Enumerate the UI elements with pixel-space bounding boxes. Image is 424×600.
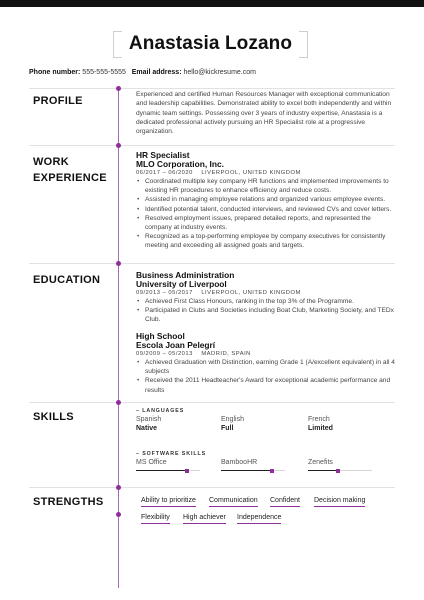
candidate-name: Anastasia Lozano bbox=[128, 33, 293, 54]
language-level: Limited bbox=[308, 425, 333, 432]
timeline-dot bbox=[116, 485, 121, 490]
divider-work bbox=[29, 145, 395, 146]
edu-degree: Business Administration bbox=[136, 270, 235, 280]
edu-bullets bbox=[136, 358, 398, 395]
software-name: Zenefits bbox=[308, 459, 333, 466]
edu-school: Escola Joan Pelegrí bbox=[136, 340, 216, 350]
strength-tag: Flexibility bbox=[141, 514, 170, 524]
edu-meta bbox=[136, 351, 251, 357]
skill-level-marker bbox=[270, 469, 274, 473]
languages-heading: – LANGUAGES bbox=[136, 408, 185, 414]
email-label: Email address: bbox=[131, 69, 182, 76]
job-location: LIVERPOOL, UNITED KINGDOM bbox=[201, 170, 301, 176]
strength-tag: Communication bbox=[209, 497, 258, 507]
software-heading: – SOFTWARE SKILLS bbox=[136, 451, 207, 457]
list-item: • Assisted in managing employee relations and organized various employee events. bbox=[136, 195, 398, 204]
edu-meta bbox=[136, 290, 301, 296]
profile-title: PROFILE bbox=[33, 95, 83, 107]
list-item: • Achieved Graduation with Distinction, earning Grade 1 (A/excellent equivalent) in all 4 subjects bbox=[136, 358, 398, 376]
language-level: Native bbox=[136, 425, 158, 432]
divider-profile bbox=[29, 88, 395, 89]
language-name: Spanish bbox=[136, 416, 162, 423]
edu-dates: 09/2013 – 05/2017 bbox=[136, 290, 193, 296]
list-item: • Resolved employment issues, prepared detailed reports, and represented the company at industry events. bbox=[136, 214, 398, 232]
strengths-title: STRENGTHS bbox=[33, 496, 104, 508]
software-name: MS Office bbox=[136, 459, 167, 466]
job-bullets bbox=[136, 177, 398, 251]
timeline-dot bbox=[116, 512, 121, 517]
education-title: EDUCATION bbox=[33, 274, 101, 286]
list-item: • Received the 2011 Headteacher's Award for exceptional academic performance and results bbox=[136, 376, 398, 394]
list-item: • Achieved First Class Honours, ranking in the top 3% of the Programme. bbox=[136, 297, 398, 306]
contact-line bbox=[29, 69, 256, 76]
strength-tag: Ability to prioritize bbox=[141, 497, 196, 507]
list-item: • Participated in Clubs and Societies including Boat Club, Marketing Society, and TEDx Club. bbox=[136, 306, 398, 324]
name-frame bbox=[113, 31, 308, 58]
divider-strengths bbox=[29, 487, 395, 488]
skill-level-marker bbox=[185, 469, 189, 473]
list-item: • Coordinated multiple key company HR functions and implemented improvements to existing HR procedures to enhance efficiency and reduce costs. bbox=[136, 177, 398, 195]
skill-fill bbox=[221, 470, 271, 471]
strength-tag: Decision making bbox=[314, 497, 365, 507]
edu-dates: 09/2009 – 05/2013 bbox=[136, 351, 193, 357]
top-bar bbox=[0, 0, 424, 7]
list-item: • Identified potential talent, conducted interviews, and reviewed CVs and cover letters. bbox=[136, 205, 398, 214]
language-name: English bbox=[221, 416, 244, 423]
language-level: Full bbox=[221, 425, 234, 432]
strength-tag: Independence bbox=[237, 514, 281, 524]
profile-text: Experienced and certified Human Resources Manager with exceptional communication and leadership capabilities. Demonstrated ability to excel both independently and within dynamic team settings. Possessing over 3 years of industry expertise, Anastasia is a dedicated professional actively pursuing an HR Specialist role at a progressive organization. bbox=[136, 91, 392, 136]
email-address: hello@kickresume.com bbox=[183, 69, 256, 76]
edu-school: University of Liverpool bbox=[136, 279, 227, 289]
edu-location: MADRID, SPAIN bbox=[201, 351, 251, 357]
work-title-line1: WORK bbox=[33, 156, 70, 168]
skill-level-marker bbox=[336, 469, 340, 473]
timeline-dot bbox=[116, 143, 121, 148]
divider-education bbox=[29, 263, 395, 264]
phone-label: Phone number: bbox=[29, 69, 81, 76]
phone-number: 555-555-5555 bbox=[82, 69, 126, 76]
edu-bullets bbox=[136, 297, 398, 325]
divider-skills bbox=[29, 402, 395, 403]
strength-tag: High achiever bbox=[183, 514, 226, 524]
work-title-line2: EXPERIENCE bbox=[33, 172, 107, 184]
skills-title: SKILLS bbox=[33, 411, 74, 423]
skill-fill bbox=[308, 470, 337, 471]
timeline-dot bbox=[116, 86, 121, 91]
job-company: MLO Corporation, Inc. bbox=[136, 159, 224, 169]
edu-location: LIVERPOOL, UNITED KINGDOM bbox=[201, 290, 301, 296]
job-role: HR Specialist bbox=[136, 150, 190, 160]
software-name: BambooHR bbox=[221, 459, 258, 466]
list-item: • Recognized as a top-performing employee by company executives for consistently meeting and exceeding all assigned goals and targets. bbox=[136, 232, 398, 250]
job-meta bbox=[136, 170, 301, 176]
edu-degree: High School bbox=[136, 331, 185, 341]
language-name: French bbox=[308, 416, 330, 423]
timeline-dot bbox=[116, 261, 121, 266]
job-dates: 06/2017 – 06/2020 bbox=[136, 170, 193, 176]
timeline-dot bbox=[116, 400, 121, 405]
strength-tag: Confident bbox=[270, 497, 300, 507]
skill-fill bbox=[136, 470, 186, 471]
